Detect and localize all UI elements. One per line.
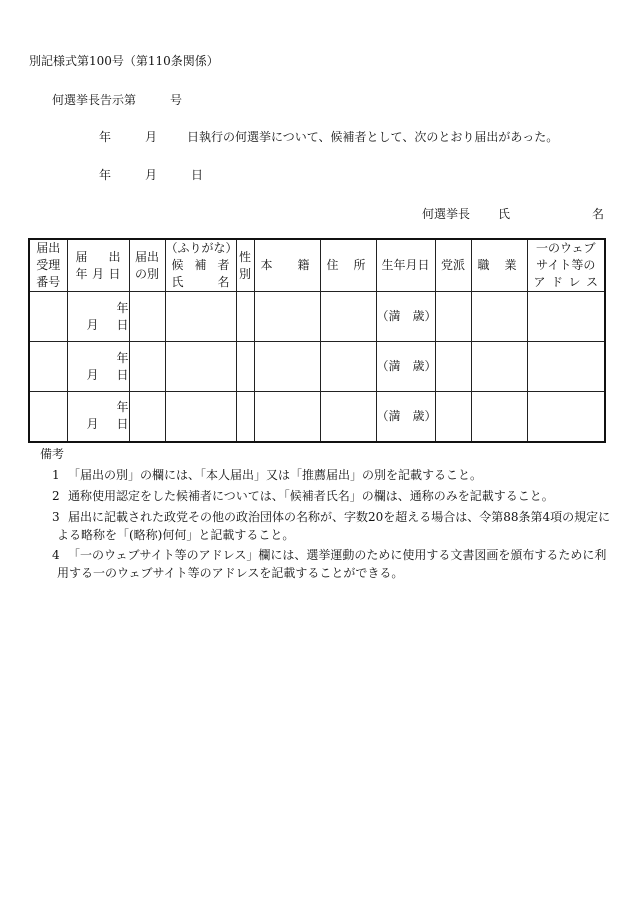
cell-year-label: 年 [116,400,129,415]
candidate-register-table [28,238,606,443]
cell-address[interactable] [320,392,376,442]
cell-domicile[interactable] [254,392,320,442]
header-website-do: ド [550,275,563,289]
header-filing-month: 月 [91,266,104,281]
cell-birthdate[interactable] [376,292,435,342]
header-kou: 候 [171,258,184,272]
note-text: 「一のウェブサイト等のアドレス」欄には、選挙運動のために使用する文書図画を頒布するために利 [68,548,607,562]
header-shi: 氏 [171,275,184,289]
cell-candidate-name[interactable] [165,292,236,342]
cell-occupation[interactable] [471,392,527,442]
header-filing-type-line1: 届出 [134,249,159,264]
cell-sex[interactable] [236,292,254,342]
cell-website[interactable] [527,392,605,442]
announcement [99,128,558,145]
cell-address[interactable] [320,292,376,342]
note-number: 1 [52,468,60,482]
signer-mei: 名 [592,207,605,221]
header-domicile-b: 籍 [297,258,310,272]
cell-sex[interactable] [236,392,254,442]
notice-suffix: 号 [170,93,183,107]
header-filing-day: 日 [108,266,121,281]
form-id: 別記様式第100号（第110条関係） [29,54,219,68]
cell-age-label: （満 歳） [376,408,437,423]
date-day: 日 [191,168,204,182]
date-month: 月 [145,168,158,182]
cell-receipt-no[interactable] [29,342,67,392]
header-occupation [471,239,527,292]
header-filing-year: 年 [75,266,88,281]
cell-filing-date[interactable] [67,342,129,392]
header-website-line1: 一のウェブ [535,241,596,255]
cell-party[interactable] [435,342,471,392]
header-party: 党派 [435,239,471,292]
note-item-2 [52,487,554,504]
table-row [29,392,605,442]
header-website-su: ス [585,275,598,289]
note-item-4 [52,546,606,563]
cell-filing-type[interactable] [129,392,165,442]
cell-birthdate[interactable] [376,392,435,442]
cell-domicile[interactable] [254,292,320,342]
cell-month-label: 月 [86,417,99,432]
header-receipt-no-line2: 受理 [36,258,61,272]
note-number: 2 [52,489,60,503]
header-filing-type [129,239,165,292]
cell-day-label: 日 [116,367,129,382]
header-receipt-no [29,239,67,292]
cell-sex[interactable] [236,342,254,392]
table-row [29,292,605,342]
cell-month-label: 月 [86,317,99,332]
note-number: 4 [52,548,60,562]
header-ho: 補 [194,258,207,272]
cell-month-label: 月 [86,367,99,382]
cell-website[interactable] [527,292,605,342]
cell-year-label: 年 [116,350,129,365]
header-website-line2: サイト等の [536,258,596,272]
cell-party[interactable] [435,392,471,442]
cell-receipt-no[interactable] [29,292,67,342]
header-furigana: （ふりがな） [165,241,238,255]
cell-candidate-name[interactable] [165,342,236,392]
header-website-a: ア [533,275,546,289]
cell-age-label: （満 歳） [376,309,437,323]
cell-filing-type[interactable] [129,292,165,342]
header-address [320,239,376,292]
header-address-b: 所 [353,258,366,272]
header-domicile [254,239,320,292]
header-filing-date-a: 届 [75,249,88,264]
announcement-month: 月 [145,130,158,144]
cell-address[interactable] [320,342,376,392]
announcement-text: 日執行の何選挙について、候補者として、次のとおり届出があった。 [187,130,559,144]
cell-receipt-no[interactable] [29,392,67,442]
cell-occupation[interactable] [471,342,527,392]
cell-birthdate[interactable] [376,342,435,392]
table-header-row [29,239,605,292]
cell-website[interactable] [527,342,605,392]
note-item-4-continued: 用する一のウェブサイト等のアドレスを記載することができる。 [57,566,404,580]
cell-party[interactable] [435,292,471,342]
cell-filing-type[interactable] [129,342,165,392]
cell-filing-date[interactable] [67,392,129,442]
header-sha: 者 [217,258,230,272]
note-text: 届出に記載された政党その他の政治団体の名称が、字数20を超える場合は、令第88条第4項の規定に [68,510,611,524]
notice-date [99,166,203,183]
header-occupation-a: 職 [477,258,490,272]
header-sex-line1: 性 [238,249,251,264]
header-candidate-name [165,239,236,292]
header-birthdate: 生年月日 [376,239,435,292]
header-sex-line2: 別 [238,266,251,281]
cell-domicile[interactable] [254,342,320,392]
header-website-re: レ [568,275,581,289]
note-number: 3 [52,510,60,524]
header-filing-date-b: 出 [108,249,121,264]
signer-title: 何選挙長 [422,207,471,221]
note-item-3-continued: よる略称を「(略称)何何」と記載すること。 [57,528,295,542]
cell-age-label: （満 歳） [376,359,437,373]
cell-occupation[interactable] [471,292,527,342]
header-sex [236,239,254,292]
note-item-1 [52,466,482,483]
signer [422,205,604,222]
date-year: 年 [99,168,112,182]
cell-day-label: 日 [116,317,129,332]
signer-shi: 氏 [498,207,511,221]
table-row [29,342,605,392]
note-item-3 [52,508,610,525]
header-filing-type-line2: の別 [134,266,159,281]
note-text: 通称使用認定をした候補者については、「候補者氏名」の欄は、通称のみを記載すること。 [68,489,554,503]
note-text: 「届出の別」の欄には、「本人届出」又は「推薦届出」の別を記載すること。 [68,468,483,482]
header-occupation-b: 業 [504,258,517,272]
header-address-a: 住 [326,258,339,272]
header-filing-date [67,239,129,292]
header-receipt-no-line1: 届出 [36,241,61,255]
announcement-year: 年 [99,130,112,144]
notice-number [52,91,182,108]
cell-day-label: 日 [116,417,129,432]
cell-filing-date[interactable] [67,292,129,342]
header-domicile-a: 本 [260,258,273,272]
header-receipt-no-line3: 番号 [36,275,61,289]
notice-prefix: 何選挙長告示第 [52,93,137,107]
notes-title: 備考 [40,447,65,461]
cell-candidate-name[interactable] [165,392,236,442]
header-mei: 名 [217,275,230,289]
header-website [527,239,605,292]
cell-year-label: 年 [116,300,129,315]
